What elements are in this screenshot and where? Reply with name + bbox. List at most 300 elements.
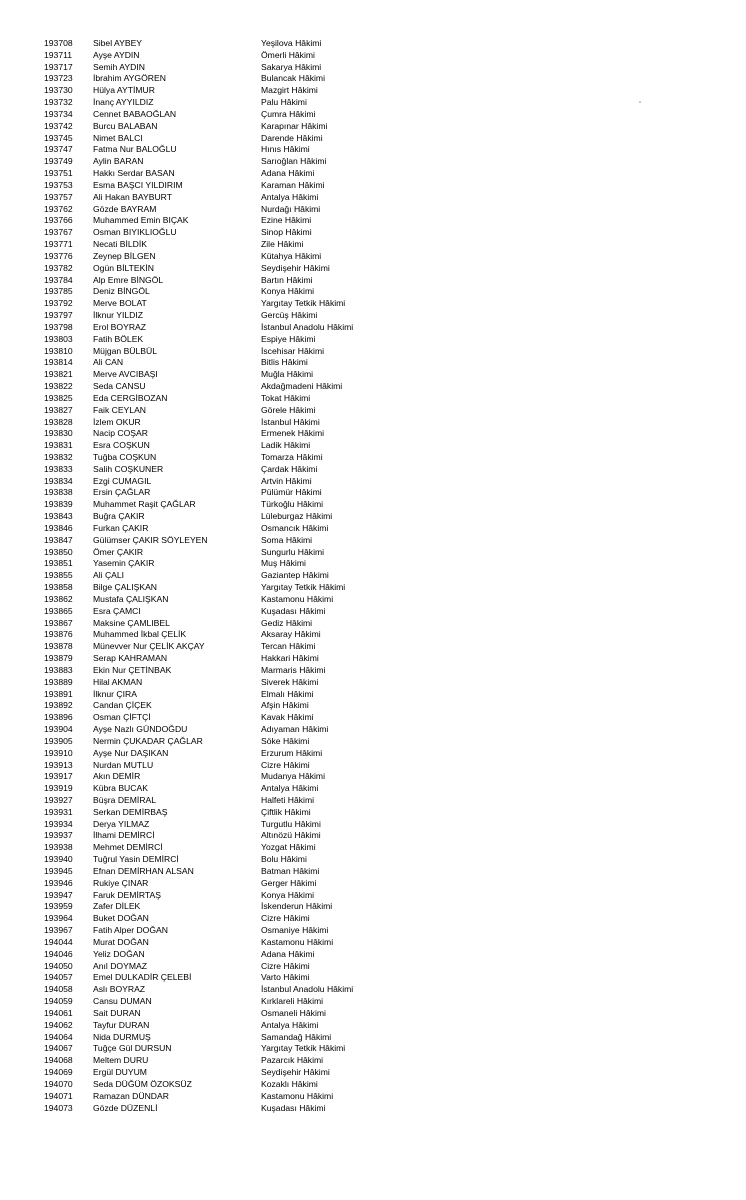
list-row [0, 50, 746, 62]
list-row [0, 830, 746, 842]
court-assignment: Sarıoğlan Hâkimi [261, 156, 327, 167]
court-assignment: Sinop Hâkimi [261, 227, 312, 238]
registry-number: 193708 [44, 38, 73, 48]
court-assignment: Varto Hâkimi [261, 972, 310, 983]
registry-number: 193919 [44, 783, 73, 794]
person-name: Tuğrul Yasin DEMİRCİ [93, 854, 179, 865]
list-row [0, 346, 746, 358]
court-assignment: Kastamonu Hâkimi [261, 1090, 334, 1101]
person-name: İlhami DEMİRCİ [93, 830, 155, 841]
person-name: İlknur YILDIZ [93, 310, 143, 321]
list-row [0, 972, 746, 984]
registry-number: 194067 [44, 1043, 73, 1054]
list-row [0, 547, 746, 559]
person-name: Cansu DUMAN [93, 996, 152, 1007]
person-name: Seda DÜĞÜM ÖZOKSÜZ [93, 1078, 192, 1089]
list-row [0, 381, 746, 393]
court-assignment: Çumra Hâkimi [261, 108, 316, 119]
person-name: Necati BİLDİK [93, 239, 147, 250]
list-row [0, 476, 746, 488]
court-assignment: Bartın Hâkimi [261, 274, 313, 285]
court-assignment: Elmalı Hâkimi [261, 688, 314, 699]
person-name: Osman ÇİFTÇİ [93, 712, 151, 723]
person-name: Faruk DEMİRTAŞ [93, 889, 161, 900]
court-assignment: Kuşadası Hâkimi [261, 605, 326, 616]
person-name: Burcu BALABAN [93, 120, 158, 131]
person-name: Salih COŞKUNER [93, 463, 164, 474]
court-assignment: Antalya Hâkimi [261, 191, 319, 202]
registry-number: 193821 [44, 369, 73, 380]
person-name: Serkan DEMİRBAŞ [93, 806, 168, 817]
registry-number: 193938 [44, 842, 73, 853]
registry-number: 193784 [44, 274, 73, 285]
registry-number: 194069 [44, 1067, 73, 1078]
list-row [0, 487, 746, 499]
court-assignment: Karaman Hâkimi [261, 179, 325, 190]
court-assignment: Pazarcık Hâkimi [261, 1055, 324, 1066]
registry-number: 193782 [44, 262, 73, 273]
person-name: Muhammed İkbal ÇELİK [93, 629, 187, 640]
person-name: Faik CEYLAN [93, 404, 147, 415]
registry-number: 193846 [44, 522, 73, 533]
court-assignment: Lüleburgaz Hâkimi [261, 511, 333, 522]
court-assignment: Aksaray Hâkimi [261, 629, 321, 640]
person-name: Nacip COŞAR [93, 428, 148, 439]
person-name: Nermin ÇUKADAR ÇAĞLAR [93, 735, 203, 746]
registry-number: 193891 [44, 688, 73, 699]
court-assignment: Mazgirt Hâkimi [261, 85, 318, 96]
registry-number: 193749 [44, 156, 73, 167]
list-row [0, 961, 746, 973]
registry-number: 194070 [44, 1078, 73, 1089]
court-assignment: Bulancak Hâkimi [261, 73, 325, 84]
registry-number: 193964 [44, 913, 73, 924]
person-name: Candan ÇİÇEK [93, 700, 152, 711]
court-assignment: Yargıtay Tetkik Hâkimi [261, 298, 346, 309]
registry-number: 194071 [44, 1090, 73, 1101]
list-row [0, 724, 746, 736]
person-name: İbrahim AYGÖREN [93, 73, 166, 84]
person-name: Tuğçe Gül DURSUN [93, 1043, 172, 1054]
person-name: Muhammed Emin BIÇAK [93, 215, 189, 226]
court-assignment: Nurdağı Hâkimi [261, 203, 321, 214]
list-row [0, 428, 746, 440]
court-assignment: Bolu Hâkimi [261, 854, 307, 865]
person-name: Efnan DEMİRHAN ALSAN [93, 865, 194, 876]
list-row [0, 606, 746, 618]
court-assignment: Kastamonu Hâkimi [261, 593, 334, 604]
registry-number: 193839 [44, 499, 73, 510]
list-row [0, 949, 746, 961]
court-assignment: Osmancık Hâkimi [261, 522, 329, 533]
registry-number: 193776 [44, 250, 73, 261]
person-name: Merve BOLAT [93, 298, 147, 309]
court-assignment: Tercan Hâkimi [261, 641, 316, 652]
person-name: Tuğba COŞKUN [93, 451, 157, 462]
court-assignment: Cizre Hâkimi [261, 960, 310, 971]
registry-number: 193937 [44, 830, 73, 841]
court-assignment: İstanbul Anadolu Hâkimi [261, 321, 354, 332]
person-name: Fatih Alper DOĞAN [93, 925, 168, 936]
list-row [0, 925, 746, 937]
court-assignment: Gaziantep Hâkimi [261, 570, 329, 581]
list-row [0, 192, 746, 204]
court-assignment: Osmaneli Hâkimi [261, 1007, 326, 1018]
court-assignment: Soma Hâkimi [261, 534, 313, 545]
list-row [0, 1103, 746, 1115]
court-assignment: Kütahya Hâkimi [261, 250, 322, 261]
registry-number: 193851 [44, 558, 73, 569]
person-name: Seda CANSU [93, 381, 146, 392]
registry-number: 194058 [44, 984, 73, 995]
court-assignment: Cizre Hâkimi [261, 759, 310, 770]
person-name: Deniz BİNGÖL [93, 286, 150, 297]
person-name: Kübra BUCAK [93, 783, 148, 794]
court-assignment: Gerger Hâkimi [261, 877, 317, 888]
registry-number: 193947 [44, 889, 73, 900]
registry-number: 194068 [44, 1055, 73, 1066]
registry-number: 193747 [44, 144, 73, 155]
court-assignment: Muş Hâkimi [261, 558, 306, 569]
list-row [0, 807, 746, 819]
list-row [0, 771, 746, 783]
registry-number: 193797 [44, 310, 73, 321]
court-assignment: Hakkari Hâkimi [261, 653, 319, 664]
list-row [0, 570, 746, 582]
court-assignment: İscehisar Hâkimi [261, 345, 325, 356]
list-row [0, 901, 746, 913]
court-assignment: Zile Hâkimi [261, 239, 304, 250]
person-name: Erol BOYRAZ [93, 321, 147, 332]
court-assignment: Seydişehir Hâkimi [261, 1067, 330, 1078]
list-row [0, 558, 746, 570]
list-row [0, 677, 746, 689]
court-assignment: Ladik Hâkimi [261, 440, 311, 451]
list-row [0, 440, 746, 452]
registry-number: 193822 [44, 381, 73, 392]
person-name: Anıl DOYMAZ [93, 960, 147, 971]
person-name: Gözde BAYRAM [93, 203, 157, 214]
list-row [0, 215, 746, 227]
person-name: Furkan ÇAKIR [93, 522, 149, 533]
person-name: Nimet BALCI [93, 132, 143, 143]
registry-number: 193945 [44, 865, 73, 876]
list-row [0, 582, 746, 594]
person-name: Ayşe Nur DAŞIKAN [93, 747, 169, 758]
court-assignment: Sungurlu Hâkimi [261, 546, 325, 557]
list-row [0, 629, 746, 641]
registry-number: 193843 [44, 511, 73, 522]
person-name: Merve AVCIBAŞI [93, 369, 158, 380]
list-row [0, 890, 746, 902]
registry-number: 193832 [44, 451, 73, 462]
registry-number: 193734 [44, 108, 73, 119]
appointment-list [0, 38, 746, 1114]
registry-number: 193830 [44, 428, 73, 439]
person-name: Derya YILMAZ [93, 818, 150, 829]
person-name: Hakkı Serdar BASAN [93, 168, 175, 179]
registry-number: 193785 [44, 286, 73, 297]
person-name: Nurdan MUTLU [93, 759, 154, 770]
court-assignment: Cizre Hâkimi [261, 913, 310, 924]
list-row [0, 594, 746, 606]
registry-number: 193762 [44, 203, 73, 214]
court-assignment: Palu Hâkimi [261, 97, 307, 108]
court-assignment: Adana Hâkimi [261, 948, 315, 959]
person-name: Ramazan DÜNDAR [93, 1090, 169, 1101]
list-row [0, 996, 746, 1008]
court-assignment: İskenderun Hâkimi [261, 901, 333, 912]
court-assignment: Ermenek Hâkimi [261, 428, 325, 439]
person-name: Müjgan BÜLBÜL [93, 345, 158, 356]
court-assignment: Turgutlu Hâkimi [261, 818, 321, 829]
person-name: Mehmet DEMİRCİ [93, 842, 163, 853]
registry-number: 193878 [44, 641, 73, 652]
person-name: Yeliz DOĞAN [93, 948, 145, 959]
person-name: Muhammet Raşit ÇAĞLAR [93, 499, 196, 510]
list-row [0, 1067, 746, 1079]
court-assignment: Konya Hâkimi [261, 286, 315, 297]
court-assignment: Darende Hâkimi [261, 132, 323, 143]
court-assignment: Çiftlik Hâkimi [261, 806, 311, 817]
court-assignment: Antalya Hâkimi [261, 1019, 319, 1030]
registry-number: 193896 [44, 712, 73, 723]
registry-number: 193867 [44, 617, 73, 628]
list-row [0, 499, 746, 511]
person-name: Ali CAN [93, 357, 124, 368]
person-name: Büşra DEMİRAL [93, 795, 157, 805]
person-name: Maksine ÇAMLIBEL [93, 617, 170, 628]
court-assignment: İstanbul Hâkimi [261, 416, 320, 427]
registry-number: 193798 [44, 321, 73, 332]
registry-number: 193858 [44, 582, 73, 593]
registry-number: 193905 [44, 735, 73, 746]
registry-number: 193892 [44, 700, 73, 711]
court-assignment: Espiye Hâkimi [261, 333, 316, 344]
person-name: Gözde DÜZENLİ [93, 1102, 158, 1113]
registry-number: 194061 [44, 1007, 73, 1018]
list-row [0, 795, 746, 807]
person-name: Ömer ÇAKIR [93, 546, 144, 557]
person-name: Ersin ÇAĞLAR [93, 487, 151, 498]
person-name: Cennet BABAOĞLAN [93, 108, 177, 119]
person-name: Ergül DUYUM [93, 1067, 147, 1078]
person-name: Esra ÇAMCI [93, 605, 141, 616]
registry-number: 193889 [44, 676, 73, 687]
person-name: Bilge ÇALIŞKAN [93, 582, 158, 593]
list-row [0, 535, 746, 547]
list-row [0, 523, 746, 535]
list-row [0, 689, 746, 701]
list-row [0, 511, 746, 523]
court-assignment: Yozgat Hâkimi [261, 842, 316, 853]
court-assignment: Afşin Hâkimi [261, 700, 309, 711]
registry-number: 193732 [44, 97, 73, 108]
court-assignment: Osmaniye Hâkimi [261, 925, 329, 936]
court-assignment: Yargıtay Tetkik Hâkimi [261, 1043, 346, 1054]
court-assignment: Artvin Hâkimi [261, 475, 312, 486]
person-name: Meltem DURU [93, 1055, 149, 1066]
list-row [0, 393, 746, 405]
list-row [0, 239, 746, 251]
person-name: Esra COŞKUN [93, 440, 150, 451]
list-row [0, 156, 746, 168]
registry-number: 193904 [44, 724, 73, 735]
list-row [0, 204, 746, 216]
court-assignment: Ömerli Hâkimi [261, 49, 315, 60]
list-row [0, 322, 746, 334]
list-row [0, 121, 746, 133]
court-assignment: Kırklareli Hâkimi [261, 996, 324, 1007]
court-assignment: Yargıtay Tetkik Hâkimi [261, 582, 346, 593]
person-name: Ezgi CUMAGIL [93, 475, 152, 486]
person-name: İnanç AYYILDIZ [93, 97, 154, 108]
court-assignment: Konya Hâkimi [261, 889, 315, 900]
list-row [0, 73, 746, 85]
list-row [0, 653, 746, 665]
registry-number: 193913 [44, 759, 73, 770]
court-assignment: Söke Hâkimi [261, 735, 310, 746]
list-row [0, 1008, 746, 1020]
court-assignment: Hınıs Hâkimi [261, 144, 310, 155]
person-name: Sibel AYBEY [93, 38, 143, 48]
list-row [0, 334, 746, 346]
registry-number: 194050 [44, 960, 73, 971]
court-assignment: Gediz Hâkimi [261, 617, 313, 628]
list-row [0, 1020, 746, 1032]
court-assignment: Gercüş Hâkimi [261, 310, 318, 321]
list-row [0, 133, 746, 145]
list-row [0, 109, 746, 121]
registry-number: 193850 [44, 546, 73, 557]
list-row [0, 700, 746, 712]
person-name: Zafer DİLEK [93, 901, 141, 912]
registry-number: 193825 [44, 392, 73, 403]
court-assignment: Erzurum Hâkimi [261, 747, 323, 758]
court-assignment: Siverek Hâkimi [261, 676, 319, 687]
person-name: Ekin Nur ÇETİNBAK [93, 664, 172, 675]
court-assignment: Adana Hâkimi [261, 168, 315, 179]
person-name: Ali Hakan BAYBURT [93, 191, 172, 202]
list-row [0, 760, 746, 772]
list-row [0, 405, 746, 417]
list-row [0, 665, 746, 677]
list-row [0, 286, 746, 298]
registry-number: 193931 [44, 806, 73, 817]
registry-number: 193723 [44, 73, 73, 84]
person-name: Eda CERGİBOZAN [93, 392, 168, 403]
registry-number: 193876 [44, 629, 73, 640]
registry-number: 194073 [44, 1102, 73, 1113]
court-assignment: Pülümür Hâkimi [261, 487, 322, 498]
registry-number: 193766 [44, 215, 73, 226]
person-name: Akın DEMİR [93, 771, 141, 782]
court-assignment: Mudanya Hâkimi [261, 771, 325, 782]
registry-number: 193751 [44, 168, 73, 179]
registry-number: 193767 [44, 227, 73, 238]
list-row [0, 878, 746, 890]
registry-number: 193967 [44, 925, 73, 936]
registry-number: 193831 [44, 440, 73, 451]
court-assignment: Kastamonu Hâkimi [261, 936, 334, 947]
list-row [0, 748, 746, 760]
registry-number: 193810 [44, 345, 73, 356]
list-row [0, 144, 746, 156]
list-row [0, 275, 746, 287]
person-name: Yasemin ÇAKIR [93, 558, 155, 569]
registry-number: 193803 [44, 333, 73, 344]
list-row [0, 168, 746, 180]
registry-number: 193879 [44, 653, 73, 664]
court-assignment: Karapınar Hâkimi [261, 120, 328, 131]
court-assignment: Antalya Hâkimi [261, 783, 319, 794]
list-row [0, 854, 746, 866]
court-assignment: Ezine Hâkimi [261, 215, 312, 226]
list-row [0, 464, 746, 476]
person-name: Aylin BARAN [93, 156, 144, 167]
court-assignment: İstanbul Anadolu Hâkimi [261, 984, 354, 995]
registry-number: 193717 [44, 61, 73, 72]
court-assignment: Bitlis Hâkimi [261, 357, 308, 368]
person-name: Tayfur DURAN [93, 1019, 150, 1030]
list-row [0, 227, 746, 239]
court-assignment: Adıyaman Hâkimi [261, 724, 329, 735]
person-name: Fatih BÖLEK [93, 333, 144, 344]
registry-number: 193883 [44, 664, 73, 675]
list-row [0, 736, 746, 748]
person-name: Esma BAŞCI YILDIRIM [93, 179, 183, 190]
court-assignment: Tomarza Hâkimi [261, 451, 323, 462]
list-row [0, 866, 746, 878]
person-name: Emel DULKADİR ÇELEBİ [93, 972, 192, 983]
registry-number: 193934 [44, 818, 73, 829]
registry-number: 193917 [44, 771, 73, 782]
person-name: Osman BIYIKLIOĞLU [93, 227, 177, 238]
registry-number: 193792 [44, 298, 73, 309]
registry-number: 193730 [44, 85, 73, 96]
registry-number: 194044 [44, 936, 73, 947]
list-row [0, 618, 746, 630]
person-name: Hülya AYTİMUR [93, 85, 155, 96]
person-name: Alp Emre BİNGÖL [93, 274, 164, 285]
person-name: Serap KAHRAMAN [93, 653, 168, 664]
list-row [0, 357, 746, 369]
registry-number: 193753 [44, 179, 73, 190]
court-assignment: Tokat Hâkimi [261, 392, 311, 403]
list-row [0, 452, 746, 464]
list-row [0, 1091, 746, 1103]
registry-number: 193771 [44, 239, 73, 250]
person-name: Fatma Nur BALOĞLU [93, 144, 177, 155]
registry-number: 193745 [44, 132, 73, 143]
registry-number: 193862 [44, 593, 73, 604]
court-assignment: Seydişehir Hâkimi [261, 262, 330, 273]
court-assignment: Muğla Hâkimi [261, 369, 314, 380]
person-name: Münevver Nur ÇELİK AKÇAY [93, 641, 205, 652]
court-assignment: Altınözü Hâkimi [261, 830, 321, 841]
list-row [0, 842, 746, 854]
list-row [0, 310, 746, 322]
person-name: Semih AYDIN [93, 61, 145, 72]
registry-number: 194057 [44, 972, 73, 983]
registry-number: 193814 [44, 357, 73, 368]
court-assignment: Görele Hâkimi [261, 404, 316, 415]
registry-number: 194064 [44, 1031, 73, 1042]
list-row [0, 937, 746, 949]
registry-number: 193927 [44, 795, 73, 805]
court-assignment: Yeşilova Hâkimi [261, 38, 322, 48]
court-assignment: Sakarya Hâkimi [261, 61, 322, 72]
